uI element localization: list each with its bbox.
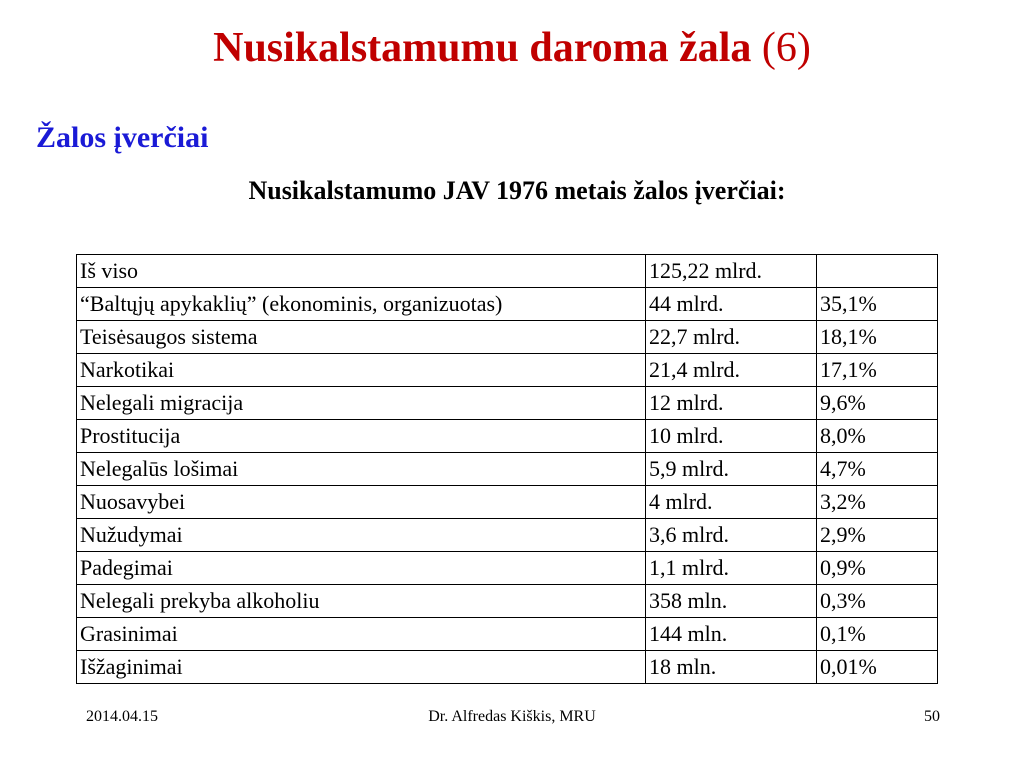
row-category-cell: Nužudymai [77,519,646,552]
row-amount-cell: 12 mlrd. [646,387,817,420]
table-row [77,354,938,387]
table-row [77,288,938,321]
row-amount-cell: 18 mln. [646,651,817,684]
row-category-cell: Nelegalūs lošimai [77,453,646,486]
row-category-cell: Nelegali prekyba alkoholiu [77,585,646,618]
row-share-cell: 3,2% [817,486,938,519]
table-row [77,585,938,618]
damage-estimates-table [76,254,938,684]
table-row [77,486,938,519]
row-share-cell: 0,9% [817,552,938,585]
table-row [77,420,938,453]
row-category-cell: Nelegali migracija [77,387,646,420]
row-category-cell: Grasinimai [77,618,646,651]
footer-page-number: 50 [924,708,940,725]
row-share-cell: 2,9% [817,519,938,552]
row-amount-cell: 44 mlrd. [646,288,817,321]
table-row [77,387,938,420]
row-category-cell: Išžaginimai [77,651,646,684]
row-amount-cell: 1,1 mlrd. [646,552,817,585]
footer-date: 2014.04.15 [86,708,158,725]
row-amount-cell: 358 mln. [646,585,817,618]
row-share-cell: 0,1% [817,618,938,651]
slide-title-number: (6) [761,25,811,71]
row-amount-cell: 4 mlrd. [646,486,817,519]
table-caption: Nusikalstamumo JAV 1976 metais žalos įverčiai: [248,176,786,205]
table-row [77,618,938,651]
row-category-cell: Prostitucija [77,420,646,453]
table-row [77,552,938,585]
table-row [77,321,938,354]
row-share-cell: 18,1% [817,321,938,354]
row-amount-cell: 21,4 mlrd. [646,354,817,387]
table-row [77,255,938,288]
row-share-cell: 0,01% [817,651,938,684]
row-category-cell: “Baltųjų apykaklių” (ekonominis, organizuotas) [77,288,646,321]
slide-title-text: Nusikalstamumu daroma žala [213,25,752,71]
row-share-cell: 17,1% [817,354,938,387]
row-share-cell [817,255,938,288]
row-category-cell: Nuosavybei [77,486,646,519]
row-share-cell: 8,0% [817,420,938,453]
row-amount-cell: 22,7 mlrd. [646,321,817,354]
row-share-cell: 0,3% [817,585,938,618]
slide-title [0,22,1024,74]
table-row [77,651,938,684]
row-category-cell: Iš viso [77,255,646,288]
table-body [77,255,938,684]
row-amount-cell: 10 mlrd. [646,420,817,453]
row-amount-cell: 125,22 mlrd. [646,255,817,288]
row-share-cell: 4,7% [817,453,938,486]
footer-author: Dr. Alfredas Kiškis, MRU [428,708,596,725]
table-row [77,519,938,552]
row-amount-cell: 3,6 mlrd. [646,519,817,552]
table-row [77,453,938,486]
row-category-cell: Padegimai [77,552,646,585]
row-category-cell: Narkotikai [77,354,646,387]
row-amount-cell: 5,9 mlrd. [646,453,817,486]
row-category-cell: Teisėsaugos sistema [77,321,646,354]
row-share-cell: 9,6% [817,387,938,420]
row-share-cell: 35,1% [817,288,938,321]
row-amount-cell: 144 mln. [646,618,817,651]
slide-subtitle: Žalos įverčiai [36,121,209,154]
